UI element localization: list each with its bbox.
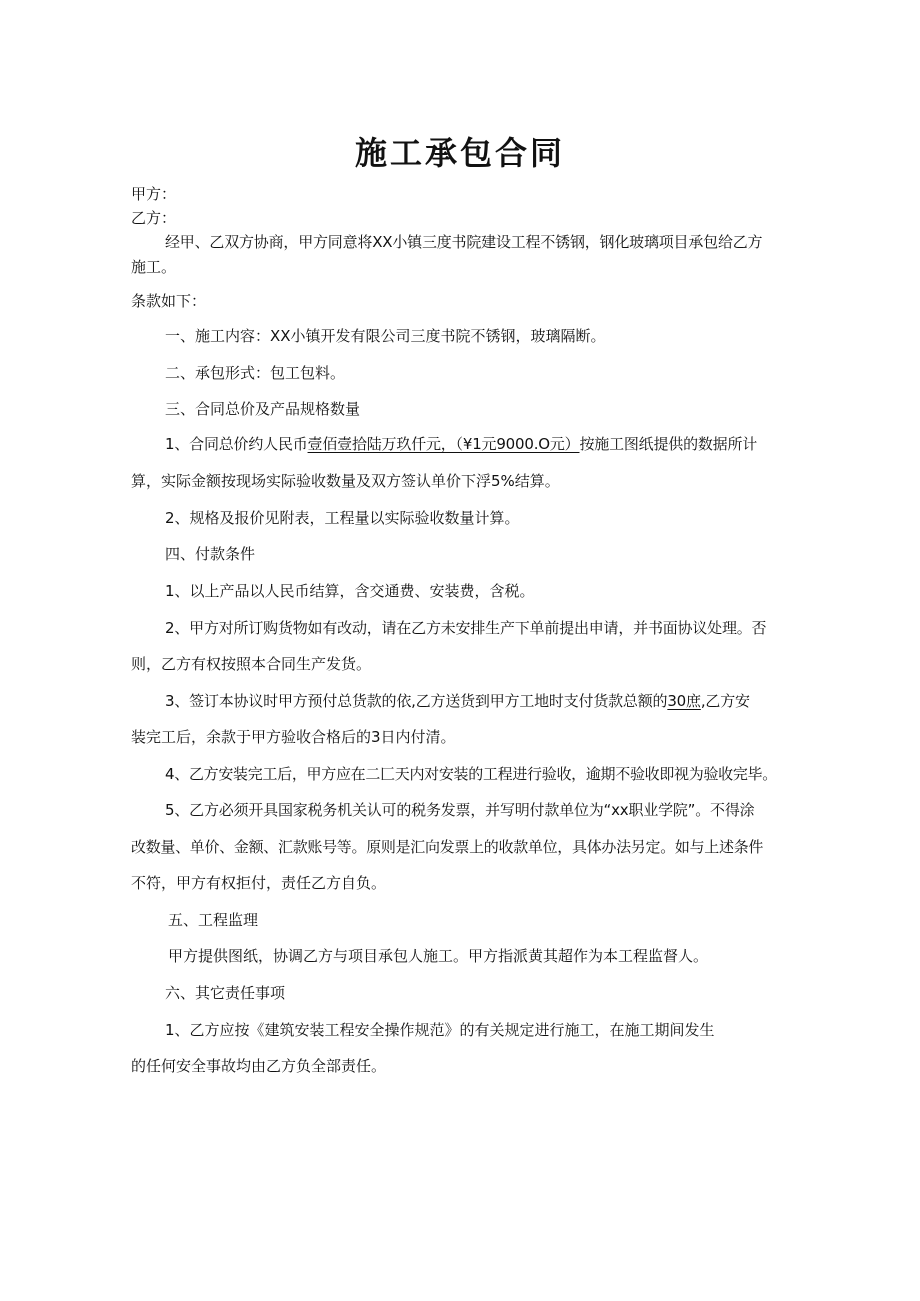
clause-6-1-line-2: 的任何安全事故均由乙方负全部责任。 <box>131 1057 387 1075</box>
prepay-percent: 30庶 <box>667 692 701 710</box>
section-6-heading: 六、其它责任事项 <box>165 984 286 1002</box>
clause-4-2-line-1: 2、甲方对所订购货物如有改动，请在乙方未安排生产下单前提出申请，并书面协议处理。否 <box>165 619 767 637</box>
section-5-heading: 五、工程监理 <box>168 911 259 929</box>
section-4-heading: 四、付款条件 <box>165 545 256 563</box>
party-b-label: 乙方： <box>131 209 177 227</box>
intro-line-1: 经甲、乙双方协商，甲方同意将XX小镇三度书院建设工程不锈钢，钢化玻璃项目承包给乙方 <box>165 233 763 251</box>
clause-4-3-line-2: 装完工后，余款于甲方验收合格后的3日内付清。 <box>131 728 456 746</box>
contract-title: 施工承包合同 <box>354 134 565 172</box>
clause-3-2: 2、规格及报价见附表，工程量以实际验收数量计算。 <box>165 509 520 527</box>
party-a-label: 甲方： <box>131 185 177 203</box>
clause-3-1-post: 按施工图纸提供的数据所计 <box>579 435 758 453</box>
clause-3-1-line-1 <box>165 433 757 455</box>
clause-4-3-line-1 <box>165 690 750 712</box>
clause-6-1-line-1: 1、乙方应按《建筑安装工程安全操作规范》的有关规定进行施工，在施工期间发生 <box>165 1021 715 1039</box>
contract-amount: 壹佰壹拾陆万玖仟元，（¥1元9000.O元） <box>307 435 580 453</box>
clause-4-3-pre: 3、签订本协议时甲方预付总货款的依,乙方送货到甲方工地时支付货款总额的 <box>165 692 668 710</box>
clause-4-5-line-1: 5、乙方必须开具国家税务机关认可的税务发票，并写明付款单位为“xx职业学院”。不得涂 <box>165 801 755 819</box>
clause-4-2-line-2: 则，乙方有权按照本合同生产发货。 <box>131 655 372 673</box>
clause-4-5-line-3: 不符，甲方有权拒付，责任乙方自负。 <box>131 874 387 892</box>
terms-heading: 条款如下： <box>131 292 207 310</box>
clause-4-4: 4、乙方安装完工后，甲方应在二匚天内对安装的工程进行验收，逾期不验收即视为验收完毕。 <box>165 765 777 783</box>
section-5-text: 甲方提供图纸，协调乙方与项目承包人施工。甲方指派黄其超作为本工程监督人。 <box>168 947 709 965</box>
clause-4-1: 1、以上产品以人民币结算，含交通费、安装费，含税。 <box>165 582 535 600</box>
section-1-content: 一、施工内容：XX小镇开发有限公司三度书院不锈钢，玻璃隔断。 <box>165 327 606 345</box>
section-3-heading: 三、合同总价及产品规格数量 <box>165 400 361 418</box>
intro-line-2: 施工。 <box>131 258 177 276</box>
section-2-form: 二、承包形式：包工包料。 <box>165 364 346 382</box>
clause-4-3-post: ,乙方安 <box>700 692 750 710</box>
clause-3-1-pre: 1、合同总价约人民币 <box>165 435 308 453</box>
clause-3-1-line-2: 算，实际金额按现场实际验收数量及双方签认单价下浮5%结算。 <box>131 472 560 490</box>
clause-4-5-line-2: 改数量、单价、金额、汇款账号等。原则是汇向发票上的收款单位，具体办法另定。如与上述条件 <box>131 838 764 856</box>
